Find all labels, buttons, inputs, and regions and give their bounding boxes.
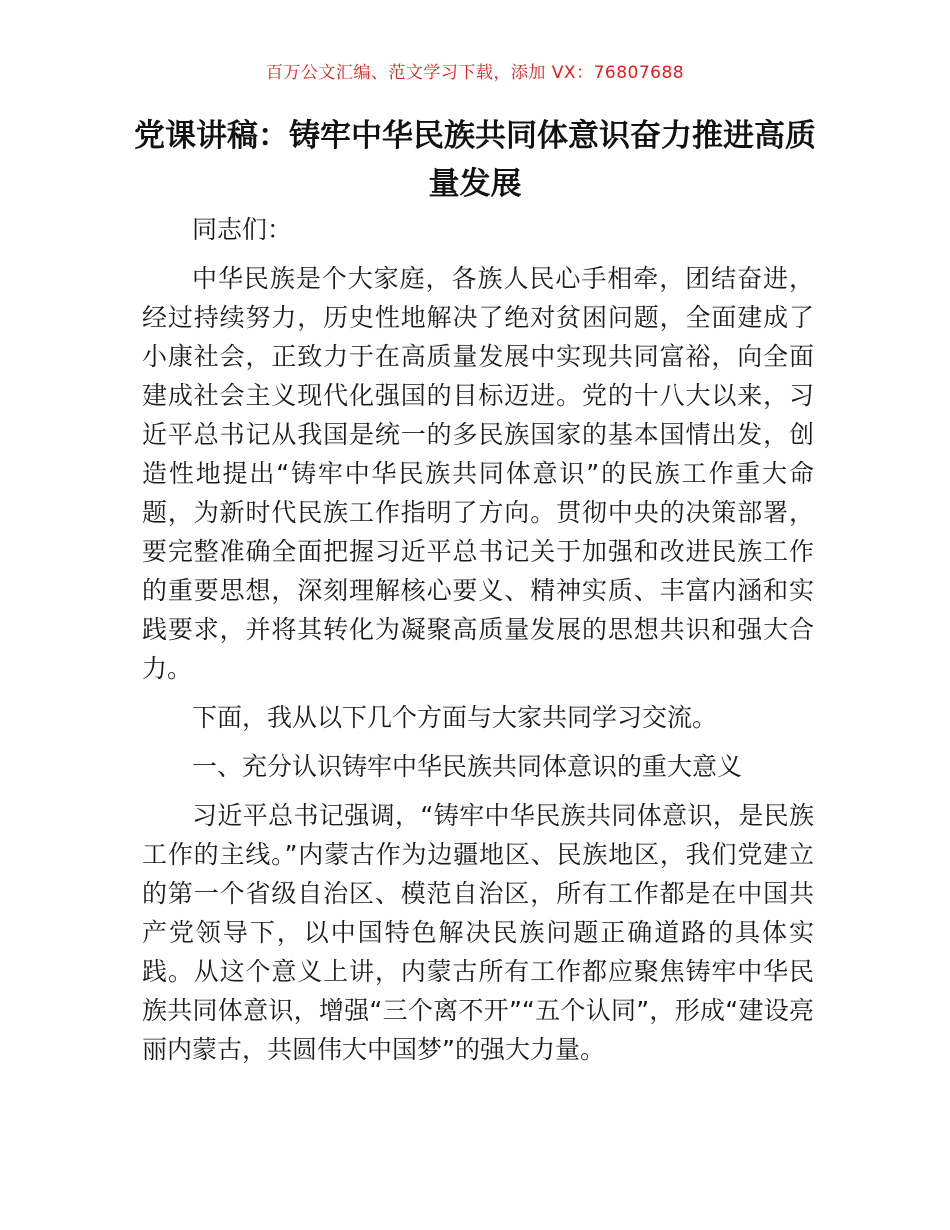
header-watermark-note: 百万公文汇编、范文学习下载，添加 VX：76807688 [265, 63, 685, 83]
document-body [142, 210, 814, 1079]
salutation: 同志们： [192, 215, 293, 244]
paragraph-section-1: 习近平总书记强调，“铸牢中华民族共同体意识，是民族工作的主线。”内蒙古作为边疆地区、民族地区，我们党建立的第一个省级自治区、模范自治区，所有工作都是在中国共产党领导下，以中国特色解决民族问题正确道路的具体实践。从这个意义上讲，内蒙古所有工作都应聚焦铸牢中华民族共同体意识，增强“三个离不开”“五个认同”，形成“建设亮丽内蒙古，共圆伟大中国梦”的强大力量。 [142, 801, 814, 1064]
section-heading-1: 一、充分认识铸牢中华民族共同体意识的重大意义 [192, 752, 743, 781]
page-title: 党课讲稿：铸牢中华民族共同体意识奋力推进高质量发展 [134, 118, 816, 202]
paragraph-intro: 中华民族是个大家庭，各族人民心手相牵，团结奋进，经过持续努力，历史性地解决了绝对贫困问题，全面建成了小康社会，正致力于在高质量发展中实现共同富裕，向全面建成社会主义现代化强国的目标迈进。党的十八大以来，习近平总书记从我国是统一的多民族国家的基本国情出发，创造性地提出“铸牢中华民族共同体意识”的民族工作重大命题，为新时代民族工作指明了方向。贯彻中央的决策部署，要完整准确全面把握习近平总书记关于加强和改进民族工作的重要思想，深刻理解核心要义、精神实质、丰富内涵和实践要求，并将其转化为凝聚高质量发展的思想共识和强大合力。 [142, 264, 814, 683]
paragraph-transition: 下面，我从以下几个方面与大家共同学习交流。 [192, 703, 718, 732]
